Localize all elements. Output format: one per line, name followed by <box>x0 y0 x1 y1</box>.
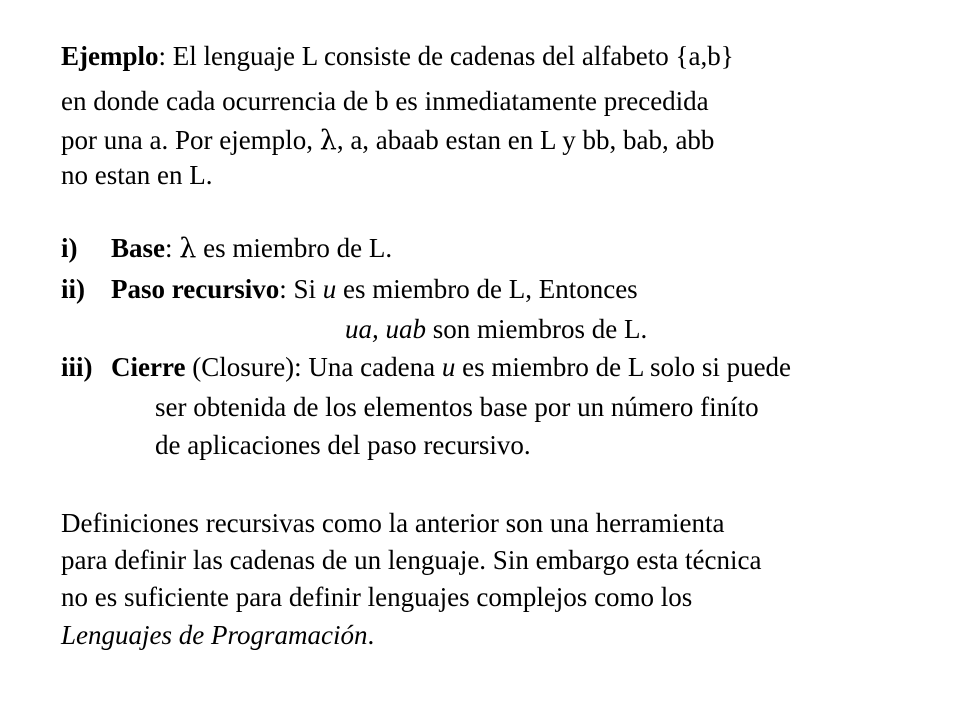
rule-text-a: : <box>165 233 180 263</box>
lambda-symbol: λ <box>319 125 337 156</box>
rule-title: Paso recursivo <box>111 274 280 304</box>
intro-line-2 <box>61 83 709 119</box>
intro-text-3b: , a, abaab estan en L y bb, bab, abb <box>336 125 715 155</box>
rule-title: Cierre <box>111 352 186 382</box>
intro-text-1: : El lenguaje L consiste de cadenas del alfabeto {a,b} <box>158 41 734 71</box>
intro-line-3 <box>61 122 714 158</box>
rule-text-b: es miembro de L. <box>196 233 393 263</box>
conclusion-period: . <box>367 620 375 650</box>
conclusion-line-3 <box>61 579 692 615</box>
intro-text-4: no estan en L. <box>61 160 213 190</box>
intro-text-3a: por una a. Por ejemplo, <box>61 125 320 155</box>
example-label: Ejemplo <box>61 41 159 71</box>
rule-recursive-step-continuation <box>345 311 647 347</box>
rule-variable: u <box>441 352 456 382</box>
rule-base <box>61 230 392 266</box>
lambda-symbol: λ <box>179 233 197 264</box>
conclusion-line-2 <box>61 542 761 578</box>
rule-text-b: es miembro de L, Entonces <box>336 274 638 304</box>
conclusion-italic-term: Lenguajes de Programación <box>61 620 368 650</box>
rule-text-a: (Closure): Una cadena <box>185 352 442 382</box>
intro-line-1 <box>61 38 734 74</box>
rule-number: iii) <box>61 352 93 382</box>
rule-closure-continuation-1 <box>155 389 759 425</box>
conclusion-line-1 <box>61 505 725 541</box>
rule-text-a: : Si <box>279 274 323 304</box>
rule-cont-1: ser obtenida de los elementos base por un número finíto <box>155 392 759 422</box>
rule-text-b: es miembro de L solo si puede <box>455 352 792 382</box>
rule-closure <box>61 349 791 385</box>
rule-closure-continuation-2 <box>155 427 531 463</box>
rule-cont-2: de aplicaciones del paso recursivo. <box>155 430 531 460</box>
conclusion-text-1: Definiciones recursivas como la anterior son una herramienta <box>61 508 725 538</box>
conclusion-line-4 <box>61 617 374 653</box>
rule-cont-italic: ua, uab <box>345 314 426 344</box>
conclusion-text-3: no es suficiente para definir lenguajes complejos como los <box>61 582 693 612</box>
rule-recursive-step <box>61 271 638 307</box>
intro-text-2: en donde cada ocurrencia de b es inmediatamente precedida <box>61 86 709 116</box>
intro-line-4 <box>61 157 212 193</box>
rule-cont-rest: son miembros de L. <box>426 314 648 344</box>
rule-number: i) <box>61 233 78 263</box>
rule-variable: u <box>322 274 337 304</box>
rule-title: Base <box>111 233 165 263</box>
rule-number: ii) <box>61 274 85 304</box>
conclusion-text-2: para definir las cadenas de un lenguaje. Sin embargo esta técnica <box>61 545 762 575</box>
